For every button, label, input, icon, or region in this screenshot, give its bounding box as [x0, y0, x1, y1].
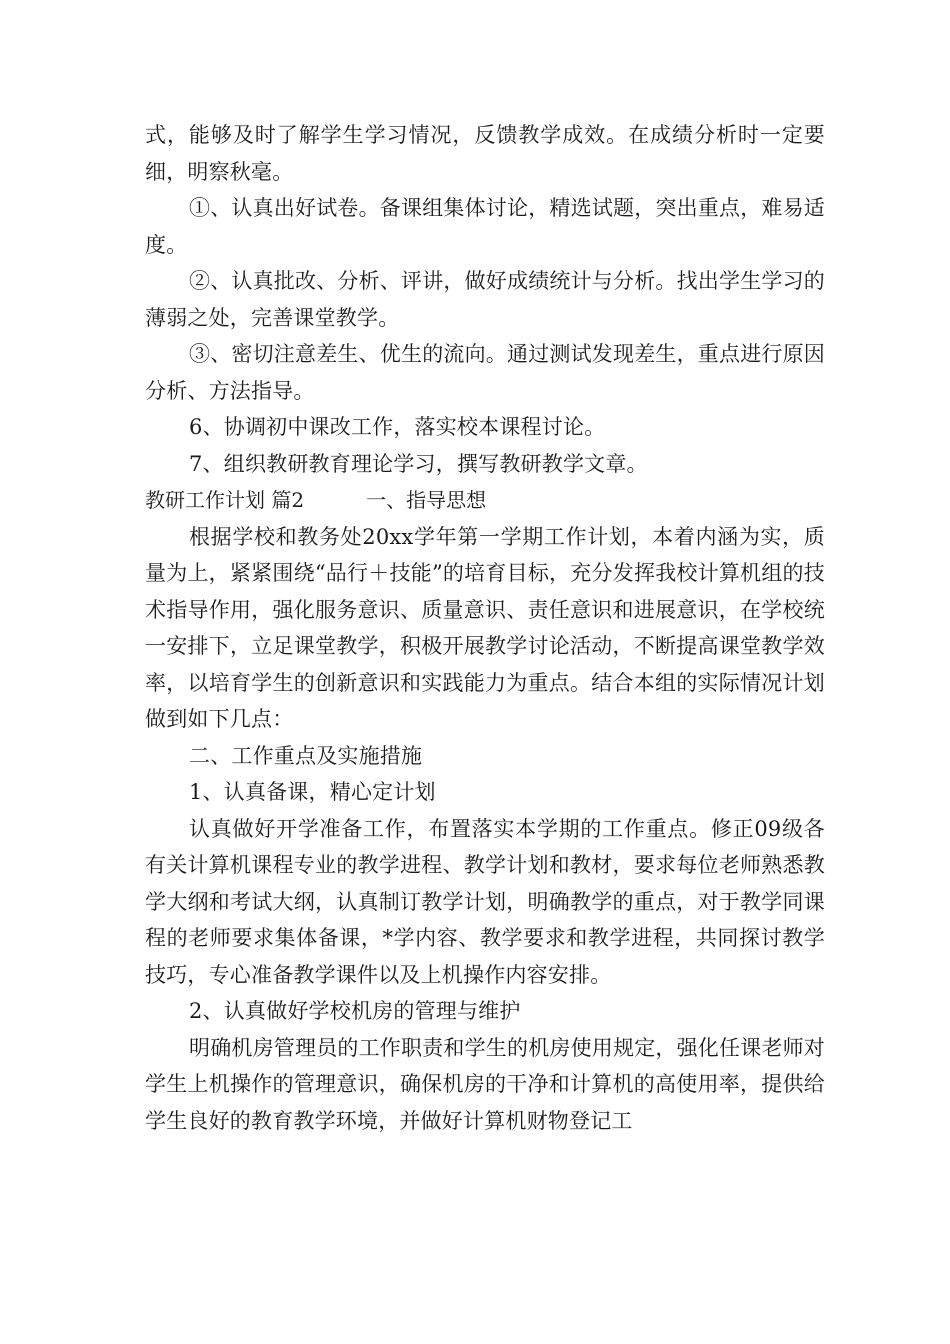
paragraph: ③、密切注意差生、优生的流向。通过测试发现差生，重点进行原因分析、方法指导。	[145, 342, 825, 403]
paragraph: 7、组织教研教育理论学习，撰写教研教学文章。	[189, 451, 648, 476]
paragraph: 6、协调初中课改工作，落实校本课程讨论。	[189, 415, 606, 439]
paragraph: 2、认真做好学校机房的管理与维护	[189, 999, 521, 1023]
document-page	[145, 117, 825, 1139]
paragraph: 认真做好开学准备工作，布置落实本学期的工作重点。修正09级各有关计算机课程专业的教学进程、教学计划和教材，要求每位老师熟悉教学大纲和考试大纲，认真制订教学计划，明确教学的重点，对于教学同课程的老师要求集体备课，*学内容、教学要求和教学进程，共同探讨教学技巧，专心准备教学课件以及上机操作内容安排。	[145, 816, 825, 987]
paragraph: ②、认真批改、分析、评讲，做好成绩统计与分析。找出学生学习的薄弱之处，完善课堂教学。	[145, 269, 825, 330]
paragraph: 式，能够及时了解学生学习情况，反馈教学成效。在成绩分析时一定要细，明察秋毫。	[145, 123, 825, 184]
section-heading-line	[145, 482, 825, 519]
paragraph: 明确机房管理员的工作职责和学生的机房使用规定，强化任课老师对学生上机操作的管理意识，确保机房的干净和计算机的高使用率，提供给学生良好的教育教学环境，并做好计算机财物登记工	[145, 1035, 825, 1133]
section-first-heading: 一、指导思想	[366, 488, 487, 512]
section-title: 教研工作计划 篇2	[145, 488, 305, 512]
paragraph: ①、认真出好试卷。备课组集体讨论，精选试题，突出重点，难易适度。	[145, 196, 825, 257]
paragraph: 1、认真备课，精心定计划	[189, 780, 436, 804]
paragraph: 二、工作重点及实施措施	[189, 743, 423, 768]
paragraph: 根据学校和教务处20xx学年第一学期工作计划，本着内涵为实，质量为上，紧紧围绕“品行＋技能”的培育目标，充分发挥我校计算机组的技术指导作用，强化服务意识、质量意识、责任意识和进展意识，在学校统一安排下，立足课堂教学，积极开展教学讨论活动，不断提高课堂教学效率，以培育学生的创新意识和实践能力为重点。结合本组的实际情况计划做到如下几点：	[145, 524, 825, 731]
